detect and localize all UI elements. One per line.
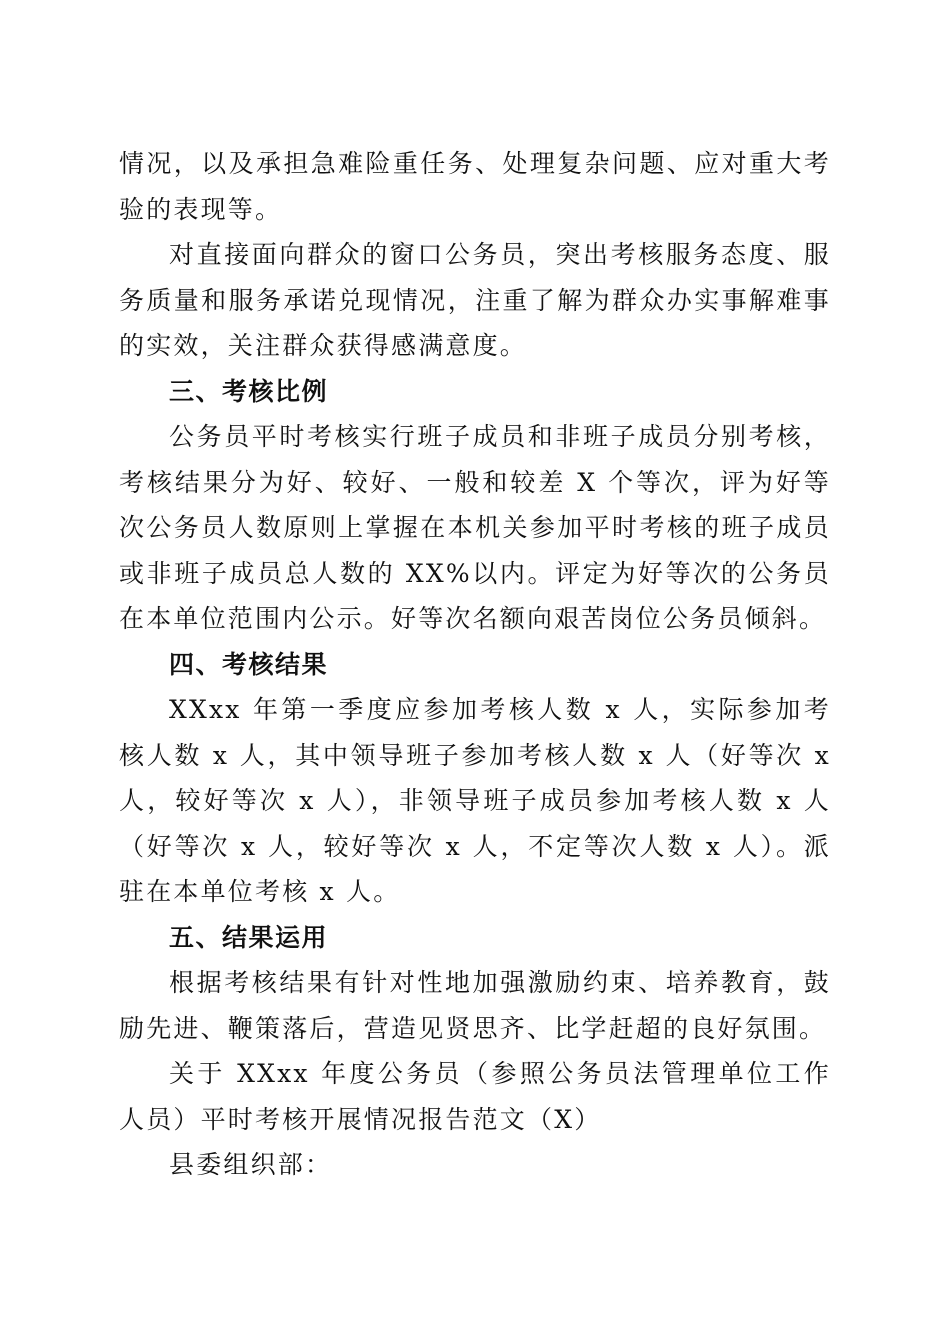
section-heading-results-application: 五、结果运用 <box>169 922 329 952</box>
paragraph-performance-situation: 情况，以及承担急难险重任务、处理复杂问题、应对重大考验的表现等。 <box>119 149 831 224</box>
paragraph-assessment-results: XXxx 年第一季度应参加考核人数 x 人，实际参加考核人数 x 人，其中领导班子参加考核人数 x 人（好等次 x 人，较好等次 x 人），非领导班子成员参加考核人数 x 人（好等次 x 人，较好等次 x 人，不定等次人数 x 人）。派驻在本单位考核 x 人。 <box>119 695 831 906</box>
paragraph-report-title: 关于 XXxx 年度公务员（参照公务员法管理单位工作人员）平时考核开展情况报告范文（X） <box>119 1059 831 1134</box>
paragraph-assessment-ratio: 公务员平时考核实行班子成员和非班子成员分别考核，考核结果分为好、较好、一般和较差 X 个等次，评为好等次公务员人数原则上掌握在本机关参加平时考核的班子成员或非班子成员总人数的 XX%以内。评定为好等次的公务员在本单位范围内公示。好等次名额向艰苦岗位公务员倾斜。 <box>119 422 831 633</box>
paragraph-results-application: 根据考核结果有针对性地加强激励约束、培养教育，鼓励先进、鞭策落后，营造见贤思齐、比学赶超的良好氛围。 <box>119 968 831 1043</box>
section-heading-assessment-results: 四、考核结果 <box>169 649 329 679</box>
paragraph-addressee: 县委组织部： <box>169 1150 333 1179</box>
section-heading-assessment-ratio: 三、考核比例 <box>169 376 329 406</box>
document-body <box>119 141 831 1188</box>
paragraph-window-civil-servants: 对直接面向群众的窗口公务员，突出考核服务态度、服务质量和服务承诺兑现情况，注重了解为群众办实事解难事的实效，关注群众获得感满意度。 <box>119 240 831 360</box>
